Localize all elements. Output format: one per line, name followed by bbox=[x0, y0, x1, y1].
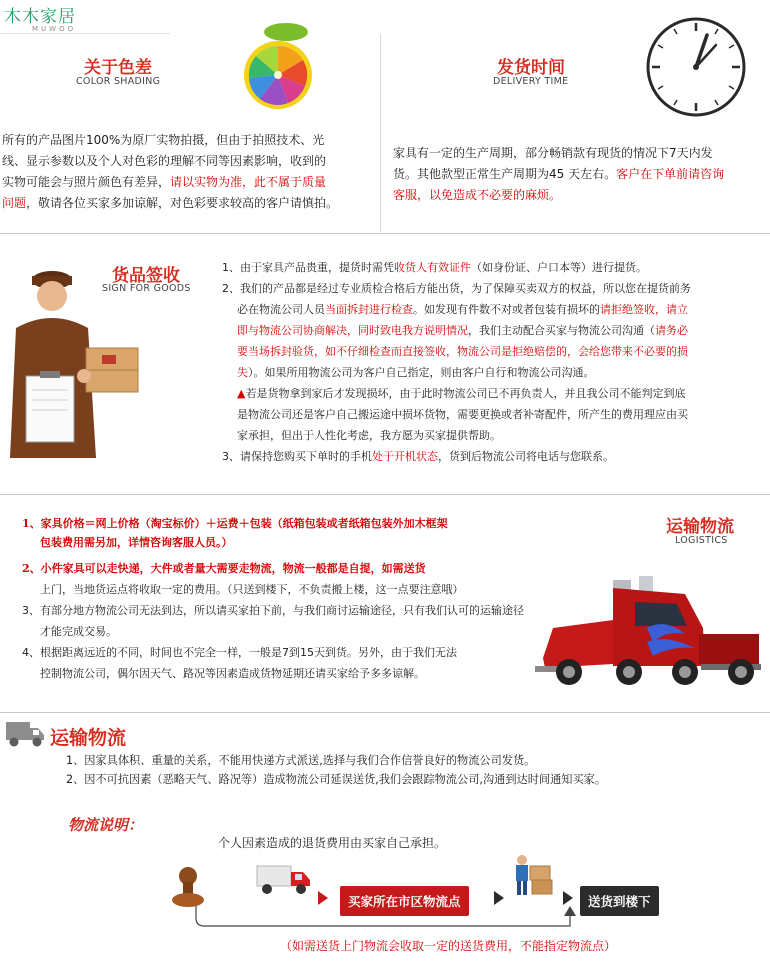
sign-item-3-highlight: 处于开机状态 bbox=[372, 450, 438, 463]
red-truck-illustration bbox=[535, 568, 767, 690]
logistics-item-4-line-2: 控制物流公司，偶尔因天气、路况等因素造成货物延期还请买家给予多多谅解。 bbox=[40, 667, 425, 680]
delivery-time-title: 发货时间 bbox=[497, 58, 565, 78]
color-shading-subtitle: COLOR SHADING bbox=[76, 76, 161, 87]
sign-item-2-line-6: 若是货物拿到家后才发现损坏，由于此时物流公司已不再负责人，并且我公司不能判定到底 bbox=[245, 387, 686, 400]
sign-goods-title: 货品签收 bbox=[112, 266, 180, 286]
section-divider-2 bbox=[0, 494, 770, 495]
sign-item-2-line-3-highlight: 即与物流公司协商解决，同时致电我方说明情况 bbox=[237, 324, 468, 337]
color-line-4-highlight: 问题 bbox=[2, 196, 27, 210]
sign-item-3: 3、请保持您购买下单时的手机 bbox=[222, 450, 372, 463]
sign-goods-subtitle: SIGN FOR GOODS bbox=[102, 283, 191, 294]
sign-item-1-highlight: 收货人有效证件 bbox=[394, 261, 471, 274]
flow-arrow-1-icon bbox=[318, 891, 328, 905]
color-line-1: 所有的产品图片100%为原厂实物拍摄，但由于拍照技术、光 bbox=[2, 133, 325, 147]
return-fee-note: 个人因素造成的退货费用由买家自己承担。 bbox=[218, 836, 447, 850]
logo-underline bbox=[0, 33, 170, 34]
stamp-icon bbox=[162, 866, 212, 912]
porter-icon bbox=[508, 852, 556, 898]
buyer-city-logistics-point: 买家所在市区物流点 bbox=[340, 886, 469, 916]
sign-item-2-line-2-highlight: 当面拆封进行检查 bbox=[325, 303, 413, 316]
color-line-2: 线、显示参数以及个人对色彩的理解不同等因素影响，收到的 bbox=[2, 154, 327, 168]
sign-item-1-tail: （如身份证、户口本等）进行提货。 bbox=[471, 261, 647, 274]
brand-logo-text: 木木家居 bbox=[4, 7, 76, 27]
color-line-3-highlight: 请以实物为准，此不属于质量 bbox=[170, 175, 327, 189]
sign-item-2-line-2: 必在物流公司人员 bbox=[237, 303, 325, 316]
color-shading-title: 关于色差 bbox=[84, 58, 152, 78]
shipping-item-1: 1、因家具体积、重量的关系，不能用快递方式派送,选择与我们合作信誉良好的物流公司发货。 bbox=[66, 754, 536, 767]
delivery-time-subtitle: DELIVERY TIME bbox=[493, 76, 569, 87]
sign-item-2-line-4: 要当场拆封验货，如不仔细检查而直接签收，物流公司是拒绝赔偿的，会给您带来不必要的损 bbox=[237, 345, 688, 358]
logistics-item-1-line-2: 包装费用需另加，详情咨询客服人员。） bbox=[40, 536, 233, 549]
sign-item-2-line-2-mid: 。如发现有件数不对或者包装有损坏的 bbox=[413, 303, 600, 316]
sign-item-2-line-3-end: 请务必 bbox=[655, 324, 688, 337]
sign-item-2-line-5-highlight: 失 bbox=[237, 366, 248, 379]
logistics-item-4-line-1: 4、根据距离远近的不同，时间也不完全一样，一般是7到15天到货。另外，由于我们无法 bbox=[22, 646, 457, 659]
sign-item-2-line-8: 家承担，但出于人性化考虑，我方愿为买家提供帮助。 bbox=[237, 429, 501, 442]
truck-icon bbox=[4, 716, 46, 750]
delivery-line-1: 家具有一定的生产周期，部分畅销款有现货的情况下7天内发 bbox=[393, 146, 713, 160]
delivery-line-3-highlight: 客服，以免造成不必要的麻烦。 bbox=[393, 188, 562, 202]
color-line-4: ，敬请各位买家多加谅解，对色彩要求较高的客户请慎拍。 bbox=[26, 196, 339, 210]
flow-arrow-2-icon bbox=[494, 891, 504, 905]
logistics-item-2-line-1: 2、小件家具可以走快递，大件或者量大需要走物流，物流一般都是自提，如需送货 bbox=[22, 562, 426, 575]
clock-icon bbox=[644, 15, 748, 119]
shipping-item-2: 2、因不可抗因素（恶略天气、路况等）造成物流公司延误送货,我们会跟踪物流公司,沟通到达时间通知买家。 bbox=[66, 773, 607, 786]
delivery-to-downstairs: 送货到楼下 bbox=[580, 886, 659, 916]
sign-item-3-tail: ，货到后物流公司将电话与您联系。 bbox=[438, 450, 614, 463]
warning-triangle-icon: ▲ bbox=[237, 387, 246, 400]
logistics-item-3-line-2: 才能完成交易。 bbox=[40, 625, 117, 638]
delivery-fee-footnote: （如需送货上门物流会收取一定的送货费用，不能指定物流点） bbox=[280, 939, 617, 953]
section-divider-3 bbox=[0, 712, 770, 713]
sign-item-1: 1、由于家具产品贵重，提货时需凭 bbox=[222, 261, 394, 274]
delivery-truck-icon bbox=[255, 862, 313, 896]
flow-arrow-3-icon bbox=[563, 891, 573, 905]
sign-item-2-line-2-end: 请拒绝签收，请立 bbox=[600, 303, 688, 316]
shipping-title: 运输物流 bbox=[50, 727, 127, 749]
logistics-subtitle: LOGISTICS bbox=[675, 535, 728, 546]
section-divider-1 bbox=[0, 233, 770, 234]
logistics-item-3-line-1: 3、有部分地方物流公司无法到达，所以请买家拍下前，与我们商讨运输途径，只有我们认可的运输途径 bbox=[22, 604, 524, 617]
sign-item-2-line-5: ）。如果所用物流公司为客户自己指定，则由客户自行和物流公司沟通。 bbox=[248, 366, 595, 379]
delivery-line-2: 货。其他款型正常生产周期为45 天左右。 bbox=[393, 167, 617, 181]
delivery-line-2-highlight: 客户在下单前请咨询 bbox=[616, 167, 725, 181]
logistics-item-1-line-1: 1、家具价格＝网上价格（淘宝标价）＋运费＋包装（纸箱包装或者纸箱包装外加木框架 bbox=[22, 517, 448, 530]
logistics-title: 运输物流 bbox=[666, 517, 734, 537]
logistics-item-2-line-2: 上门，当地货运点将收取一定的费用。（只送到楼下，不负责搬上楼，这一点要注意哦） bbox=[40, 583, 464, 596]
sign-item-2-line-1: 2、我们的产品都是经过专业质检合格后方能出货，为了保障买卖双方的权益，所以您在提货前务 bbox=[222, 282, 691, 295]
color-line-3: 实物可能会与照片颜色有差异， bbox=[2, 175, 171, 189]
logistics-explain-title: 物流说明： bbox=[68, 816, 144, 834]
brand-logo-subtext: MUWOO bbox=[32, 25, 77, 33]
sign-item-2-line-3: ，我们主动配合买家与物流公司沟通（ bbox=[468, 324, 655, 337]
lemon-color-wheel-icon bbox=[226, 20, 336, 110]
column-divider bbox=[380, 34, 381, 232]
sign-item-2-line-7: 是物流公司还是客户自己搬运途中损坏货物，需要更换或者补寄配件，所产生的费用理应由买 bbox=[237, 408, 688, 421]
